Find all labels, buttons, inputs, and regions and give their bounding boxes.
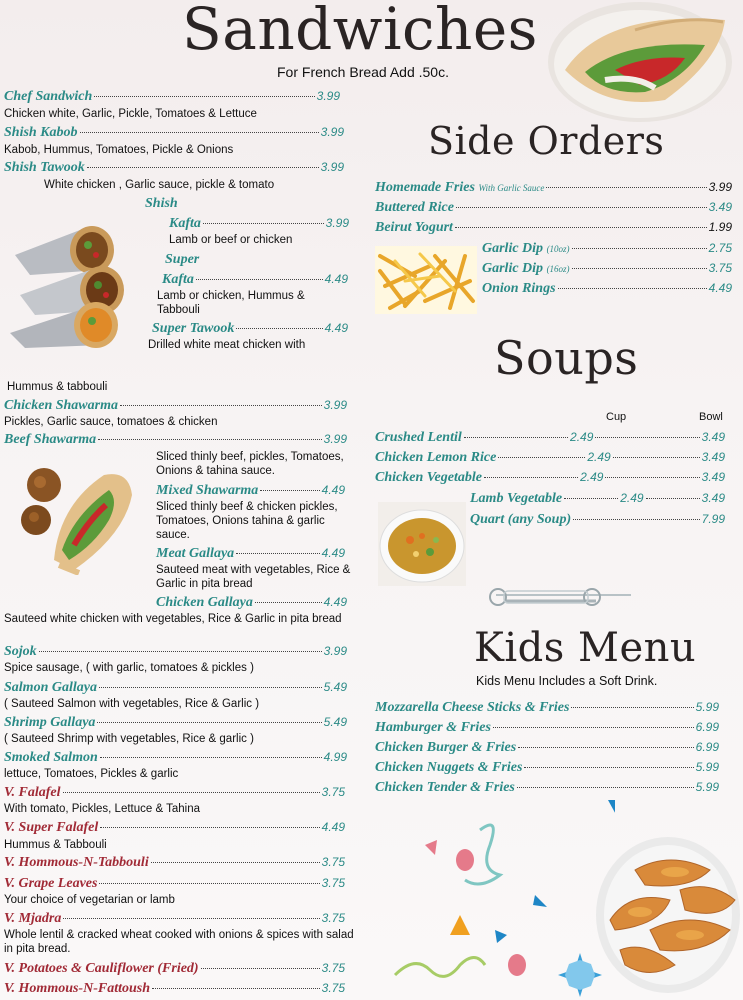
- menu-item-shrimp-gallaya: Shrimp Gallaya 5.49: [4, 715, 347, 730]
- menu-item-super-tawook: Super Tawook 4.49: [152, 321, 348, 336]
- soups-title: Soups: [494, 331, 639, 385]
- kids-menu-subtitle: Kids Menu Includes a Soft Drink.: [476, 674, 658, 688]
- item-description: Lamb or chicken, Hummus & Tabbouli: [157, 290, 305, 316]
- item-description: White chicken , Garlic sauce, pickle & tomato: [44, 179, 275, 191]
- item-description: Drilled white meat chicken with: [148, 339, 306, 351]
- wraps-photo: [10, 215, 150, 350]
- menu-item-buttered-rice: Buttered Rice 3.49: [375, 200, 732, 215]
- menu-item-chef-sandwich: Chef Sandwich 3.99: [4, 89, 340, 104]
- menu-item-v-grape-leaves: V. Grape Leaves 3.75: [4, 876, 345, 891]
- item-description: Pickles, Garlic sauce, tomatoes & chicken: [4, 416, 218, 428]
- menu-item-quart-any-soup: Quart (any Soup) 7.99: [470, 512, 725, 527]
- item-description: With tomato, Pickles, Lettuce & Tahina: [4, 803, 201, 815]
- item-description: Sauteed white chicken with vegetables, Rice & Garlic in pita bread: [4, 613, 342, 625]
- menu-item-beirut-yogurt: Beirut Yogurt 1.99: [375, 220, 732, 235]
- menu-item-homemade-fries: Homemade Fries With Garlic Sauce 3.99: [375, 180, 732, 195]
- kids-menu-title: Kids Menu: [474, 625, 697, 671]
- menu-item-chicken-burger-fries: Chicken Burger & Fries 6.99: [375, 740, 719, 755]
- menu-item-onion-rings: Onion Rings 4.49: [482, 281, 732, 296]
- soups-cup-header: Cup: [606, 411, 627, 423]
- item-description: Sauteed meat with vegetables, Rice & Garlic in pita bread: [156, 564, 351, 590]
- menu-item-chicken-gallaya: Chicken Gallaya 4.49: [156, 595, 347, 610]
- menu-item-super-kafta-line1: Super: [165, 252, 200, 267]
- item-description: Lamb or beef or chicken: [169, 234, 293, 246]
- sandwiches-title: Sandwiches: [182, 0, 538, 63]
- side-orders-title: Side Orders: [428, 119, 665, 163]
- menu-item-v-potatoes-cauliflower: V. Potatoes & Cauliflower (Fried) 3.75: [4, 961, 345, 976]
- pita-wrap-photo: [545, 0, 735, 125]
- item-description: Sliced thinly beef, pickles, Tomatoes, Onions & tahina sauce.: [156, 451, 344, 477]
- item-description: ( Sauteed Salmon with vegetables, Rice & Garlic ): [4, 698, 260, 710]
- menu-item-chicken-tender-fries: Chicken Tender & Fries 5.99: [375, 780, 719, 795]
- item-description: Spice sausage, ( with garlic, tomatoes & pickles ): [4, 662, 254, 674]
- menu-item-lamb-vegetable: Lamb Vegetable 2.49 3.49: [470, 491, 725, 506]
- menu-item-shish-kafta: Kafta 3.99: [169, 216, 349, 231]
- menu-item-sojok: Sojok 3.99: [4, 644, 347, 659]
- menu-item-v-super-falafel: V. Super Falafel 4.49: [4, 820, 345, 835]
- menu-item-shish-tawook: Shish Tawook 3.99: [4, 160, 344, 175]
- menu-item-chicken-vegetable: Chicken Vegetable 2.49 3.49: [375, 470, 725, 485]
- menu-item-shish-kafta-line1: Shish: [145, 196, 178, 211]
- menu-item-v-hommous-n-tabbouli: V. Hommous-N-Tabbouli 3.75: [4, 855, 345, 870]
- menu-item-garlic-dip-16oz: Garlic Dip (16oz) 3.75: [482, 261, 732, 276]
- sandwiches-subtitle: For French Bread Add .50c.: [277, 64, 449, 80]
- soups-bowl-header: Bowl: [699, 411, 723, 423]
- menu-item-mozzarella-sticks: Mozzarella Cheese Sticks & Fries 5.99: [375, 700, 719, 715]
- menu-item-shish-kabob: Shish Kabob 3.99: [4, 125, 344, 140]
- menu-item-meat-gallaya: Meat Gallaya 4.49: [156, 546, 345, 561]
- item-description: Kabob, Hummus, Tomatoes, Pickle & Onions: [4, 144, 234, 156]
- fries-photo: [375, 246, 477, 314]
- divider-ornament: [486, 585, 636, 611]
- menu-item-hamburger-fries: Hamburger & Fries 6.99: [375, 720, 719, 735]
- menu-item-super-kafta: Kafta 4.49: [162, 272, 348, 287]
- menu-item-smoked-salmon: Smoked Salmon 4.99: [4, 750, 347, 765]
- menu-item-v-falafel: V. Falafel 3.75: [4, 785, 345, 800]
- menu-item-beef-shawarma: Beef Shawarma 3.99: [4, 432, 347, 447]
- menu-item-chicken-shawarma: Chicken Shawarma 3.99: [4, 398, 347, 413]
- item-description: ( Sauteed Shrimp with vegetables, Rice & garlic ): [4, 733, 254, 745]
- item-description: Hummus & Tabbouli: [4, 839, 107, 851]
- menu-item-chicken-lemon-rice: Chicken Lemon Rice 2.49 3.49: [375, 450, 726, 465]
- menu-item-crushed-lentil: Crushed Lentil 2.49 3.49: [375, 430, 725, 445]
- item-description-continued: Hummus & tabbouli: [7, 381, 108, 393]
- menu-item-garlic-dip-10oz: Garlic Dip (10oz) 2.75: [482, 241, 732, 256]
- item-description: Sliced thinly beef & chicken pickles, Tomatoes, Onions tahina & garlic sauce.: [156, 501, 338, 541]
- menu-item-mixed-shawarma: Mixed Shawarma 4.49: [156, 483, 345, 498]
- item-description: Whole lentil & cracked wheat cooked with onions & spices with salad in pita bread.: [4, 929, 354, 955]
- item-description: Your choice of vegetarian or lamb: [4, 894, 175, 906]
- menu-item-v-hommous-n-fattoush: V. Hommous-N-Fattoush 3.75: [4, 981, 345, 996]
- menu-item-v-mjadra: V. Mjadra 3.75: [4, 911, 345, 926]
- confetti-decoration: [385, 795, 615, 1000]
- potato-wedges-photo: [590, 830, 740, 995]
- falafel-sandwich-photo: [14, 465, 134, 575]
- menu-item-salmon-gallaya: Salmon Gallaya 5.49: [4, 680, 347, 695]
- soup-bowl-photo: [378, 502, 466, 586]
- item-description: Chicken white, Garlic, Pickle, Tomatoes & Lettuce: [4, 108, 257, 120]
- item-description: lettuce, Tomatoes, Pickles & garlic: [4, 768, 179, 780]
- menu-item-chicken-nuggets-fries: Chicken Nuggets & Fries 5.99: [375, 760, 719, 775]
